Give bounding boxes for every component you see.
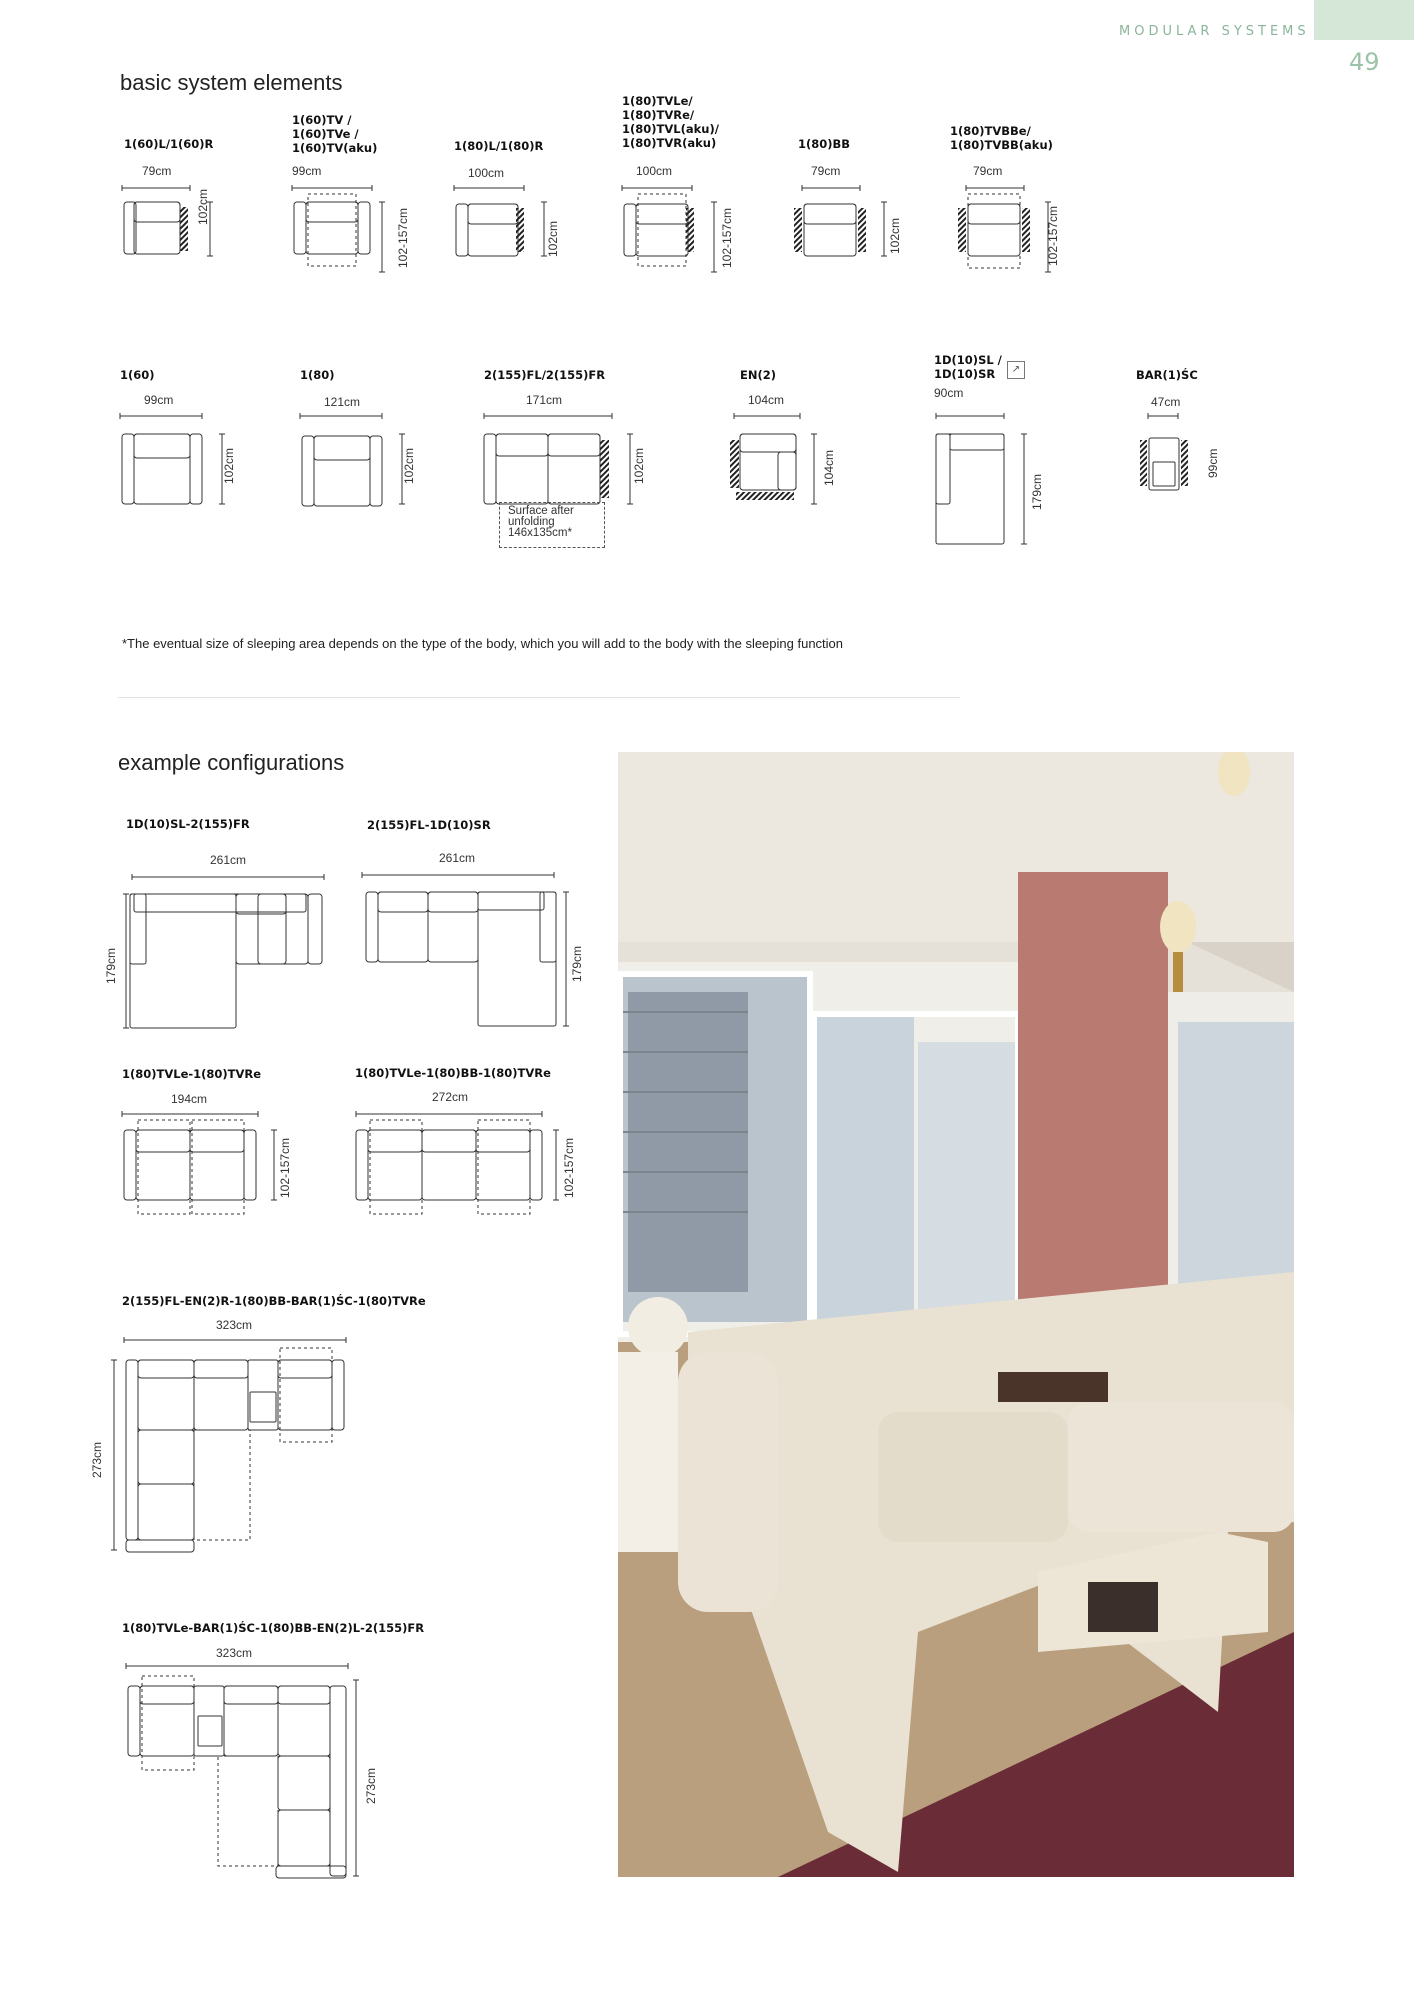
header-accent-tab: [1314, 0, 1414, 40]
living-room-photo: [618, 752, 1294, 1877]
width-label: 47cm: [1151, 395, 1181, 409]
depth-label: 102-157cm: [1046, 205, 1060, 266]
config-code: 1(80)TVLe-BAR(1)ŚC-1(80)BB-EN(2)L-2(155)FR: [122, 1621, 425, 1635]
width-label: 261cm: [439, 851, 476, 865]
width-label: 100cm: [468, 166, 505, 180]
element-code: 1D(10)SL / 1D(10)SR: [934, 353, 1002, 381]
config-code: 1(80)TVLe-1(80)TVRe: [122, 1067, 262, 1081]
element-code: 1(60): [120, 368, 155, 382]
chart-icon: ↗: [1007, 361, 1025, 379]
element-code: 1(80)TVLe/ 1(80)TVRe/ 1(80)TVL(aku)/ 1(80)TVR(aku): [622, 94, 719, 150]
width-label: 79cm: [973, 164, 1003, 178]
depth-label: 99cm: [1206, 448, 1220, 478]
basic-elements-title: basic system elements: [120, 70, 343, 95]
depth-label: 102-157cm: [278, 1137, 292, 1198]
footnote: *The eventual size of sleeping area depends on the type of the body, which you will add to the body with the sleeping function: [122, 636, 844, 651]
element-code: 2(155)FL/2(155)FR: [484, 368, 606, 382]
config-code: 2(155)FL-1D(10)SR: [367, 818, 491, 832]
depth-label: 102cm: [546, 220, 560, 257]
unfold-note: Surface after unfolding 146x135cm*: [508, 505, 574, 539]
depth-label: 102cm: [196, 188, 210, 225]
depth-label: 179cm: [1030, 473, 1044, 510]
depth-label: 102cm: [222, 447, 236, 484]
width-label: 99cm: [292, 164, 322, 178]
width-label: 99cm: [144, 393, 174, 407]
width-label: 272cm: [432, 1090, 469, 1104]
width-label: 104cm: [748, 393, 785, 407]
depth-label: 102-157cm: [562, 1137, 576, 1198]
depth-label: 102-157cm: [396, 207, 410, 268]
example-configurations-title: example configurations: [118, 750, 345, 775]
depth-label: 102cm: [632, 447, 646, 484]
element-code: EN(2): [740, 368, 776, 382]
section-divider: [118, 697, 960, 698]
element-code: 1(80)BB: [798, 137, 851, 151]
depth-label: 273cm: [90, 1441, 104, 1478]
depth-label: 179cm: [570, 945, 584, 982]
width-label: 79cm: [142, 164, 172, 178]
depth-label: 102cm: [402, 447, 416, 484]
row2-module-drawings: [118, 404, 1238, 564]
page-number: 49: [1349, 48, 1380, 76]
element-code: BAR(1)ŚC: [1136, 368, 1198, 382]
width-label: 323cm: [216, 1646, 253, 1660]
config-code: 1(80)TVLe-1(80)BB-1(80)TVRe: [355, 1066, 551, 1080]
width-label: 171cm: [526, 393, 563, 407]
width-label: 261cm: [210, 853, 247, 867]
width-label: 79cm: [811, 164, 841, 178]
config-code: 1D(10)SL-2(155)FR: [126, 817, 250, 831]
depth-label: 104cm: [822, 449, 836, 486]
row1-module-drawings: [120, 180, 1120, 290]
width-label: 323cm: [216, 1318, 253, 1332]
depth-label: 102cm: [888, 217, 902, 254]
element-code: 1(80): [300, 368, 335, 382]
element-code: 1(60)L/1(60)R: [124, 137, 214, 151]
depth-label: 102-157cm: [720, 207, 734, 268]
width-label: 90cm: [934, 386, 964, 400]
width-label: 194cm: [171, 1092, 208, 1106]
width-label: 121cm: [324, 395, 361, 409]
depth-label: 273cm: [364, 1767, 378, 1804]
configuration-drawings: [100, 860, 600, 1880]
element-code: 1(80)L/1(80)R: [454, 139, 544, 153]
depth-label: 179cm: [104, 947, 118, 984]
photo-illustration: [618, 752, 1294, 1877]
section-header: MODULAR SYSTEMS: [1119, 24, 1310, 39]
element-code: 1(60)TV / 1(60)TVe / 1(60)TV(aku): [292, 113, 378, 155]
element-code: 1(80)TVBBe/ 1(80)TVBB(aku): [950, 124, 1053, 152]
width-label: 100cm: [636, 164, 673, 178]
config-code: 2(155)FL-EN(2)R-1(80)BB-BAR(1)ŚC-1(80)TVRe: [122, 1294, 426, 1308]
